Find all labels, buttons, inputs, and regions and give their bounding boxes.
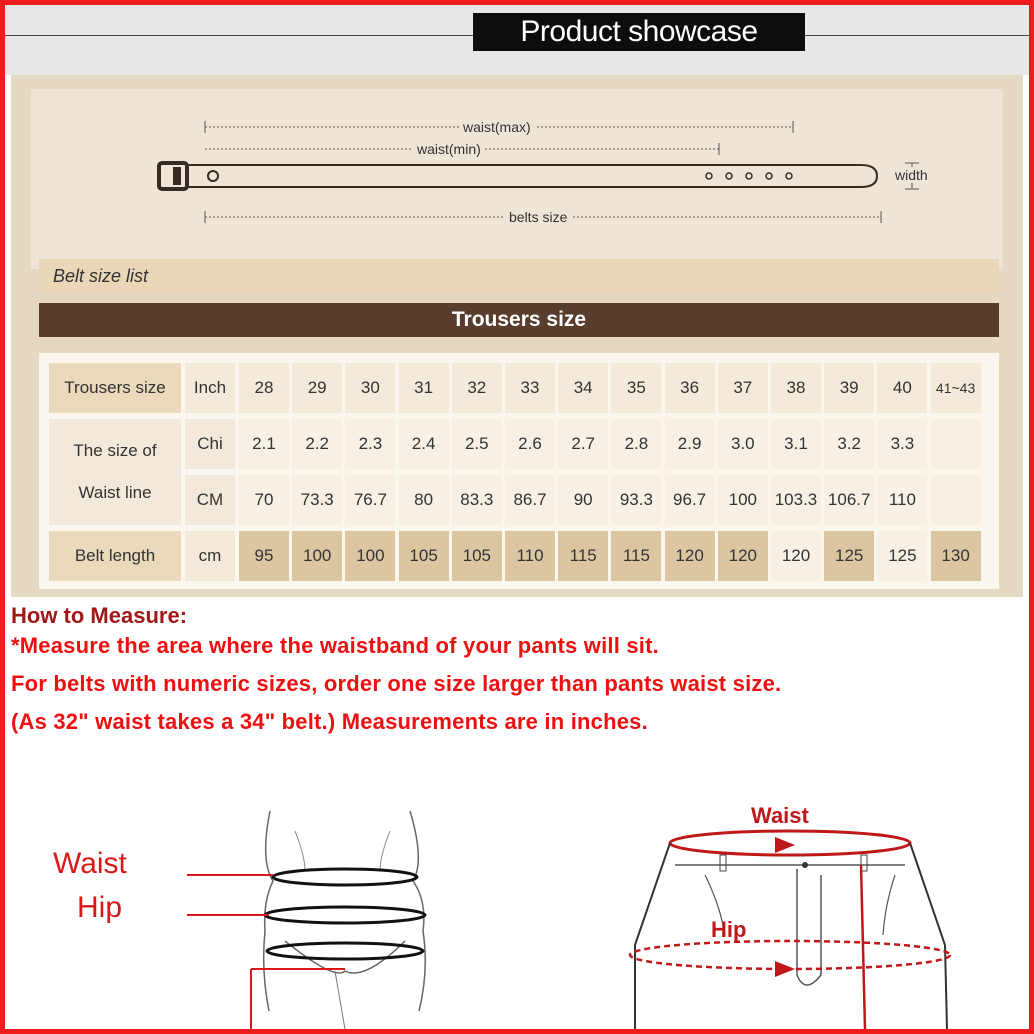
cm-cell: 70 [239, 475, 289, 525]
size-cell: 28 [239, 363, 289, 413]
size-cell: 38 [771, 363, 821, 413]
pants-measure-illustration [625, 825, 965, 1029]
belt-cell: 120 [665, 531, 715, 581]
size-panel [11, 75, 1023, 597]
waist-line-label [49, 419, 181, 525]
belt-size-list-label: Belt size list [53, 266, 149, 286]
chi-cell: 2.2 [292, 419, 342, 469]
cm-cell: 103.3 [771, 475, 821, 525]
size-cell: 29 [292, 363, 342, 413]
size-cell: 34 [558, 363, 608, 413]
size-table [39, 353, 999, 589]
cm-cell: 76.7 [345, 475, 395, 525]
size-cell: 33 [505, 363, 555, 413]
page-title: Product showcase [473, 13, 805, 51]
cm-cell: 93.3 [611, 475, 661, 525]
belt-cell: 100 [292, 531, 342, 581]
size-cell: 36 [665, 363, 715, 413]
instruction-line-2: For belts with numeric sizes, order one size larger than pants waist size. [11, 671, 782, 696]
belt-size-list-bar [39, 259, 999, 293]
instruction-line-3: (As 32" waist takes a 34" belt.) Measurements are in inches. [11, 709, 648, 734]
trousers-size-label: Trousers size [49, 363, 181, 413]
size-cell: 30 [345, 363, 395, 413]
size-cell: 31 [399, 363, 449, 413]
chi-cell: 2.8 [611, 419, 661, 469]
size-cell: 37 [718, 363, 768, 413]
chi-cell: 2.9 [665, 419, 715, 469]
instruction-line-1: *Measure the area where the waistband of your pants will sit. [11, 633, 659, 658]
belt-diagram-area [31, 89, 1003, 269]
cm-cell: 106.7 [824, 475, 874, 525]
chi-cell: 2.6 [505, 419, 555, 469]
left-waist-label: Waist [53, 847, 127, 880]
chi-cell: 3.0 [718, 419, 768, 469]
belt-diagram [31, 89, 1003, 269]
chi-cell [931, 419, 981, 469]
cm-unit: CM [185, 475, 235, 525]
size-cell: 39 [824, 363, 874, 413]
chi-cell: 3.3 [877, 419, 927, 469]
size-cell: 40 [877, 363, 927, 413]
waist-min-label: waist(min) [413, 141, 485, 157]
body-measure-illustration [165, 801, 465, 1029]
cm-cell: 83.3 [452, 475, 502, 525]
belt-cell: 125 [824, 531, 874, 581]
chi-cell: 2.7 [558, 419, 608, 469]
size-cell: 41~43 [931, 363, 981, 413]
belt-cell: 105 [452, 531, 502, 581]
belt-cell: 120 [771, 531, 821, 581]
belt-cell: 115 [558, 531, 608, 581]
right-hip-label: Hip [711, 917, 747, 942]
waist-max-label: waist(max) [459, 119, 535, 135]
belt-cell: 100 [345, 531, 395, 581]
cm-cell [931, 475, 981, 525]
instructions-heading: How to Measure: [11, 603, 188, 628]
cm-cell: 73.3 [292, 475, 342, 525]
cm-cell: 110 [877, 475, 927, 525]
belt-cell: 120 [718, 531, 768, 581]
cm-cell: 100 [718, 475, 768, 525]
belt-cell: 115 [611, 531, 661, 581]
width-label: width [895, 167, 928, 183]
waist-label-line1: The size of [73, 441, 157, 460]
cm-cell: 86.7 [505, 475, 555, 525]
chi-cell: 2.4 [399, 419, 449, 469]
cm-cell: 80 [399, 475, 449, 525]
chi-cell: 2.3 [345, 419, 395, 469]
left-hip-label: Hip [77, 891, 123, 924]
belt-length-label: Belt length [49, 531, 181, 581]
belt-cell: 125 [877, 531, 927, 581]
belts-size-label: belts size [503, 209, 573, 225]
belt-cell: 130 [931, 531, 981, 581]
inch-unit: Inch [185, 363, 235, 413]
chi-cell: 3.1 [771, 419, 821, 469]
chi-cell: 2.1 [239, 419, 289, 469]
belt-cell: 105 [399, 531, 449, 581]
right-waist-label: Waist [751, 803, 809, 828]
trousers-size-heading: Trousers size [39, 303, 999, 337]
waist-label-line2: Waist line [78, 483, 152, 502]
chi-cell: 3.2 [824, 419, 874, 469]
size-cell: 35 [611, 363, 661, 413]
chi-cell: 2.5 [452, 419, 502, 469]
measure-instructions [11, 603, 1021, 747]
chi-unit: Chi [185, 419, 235, 469]
size-cell: 32 [452, 363, 502, 413]
belt-cell: 110 [505, 531, 555, 581]
belt-cell: 95 [239, 531, 289, 581]
cm-cell: 90 [558, 475, 608, 525]
cm-cell: 96.7 [665, 475, 715, 525]
belt-cm-unit: cm [185, 531, 235, 581]
